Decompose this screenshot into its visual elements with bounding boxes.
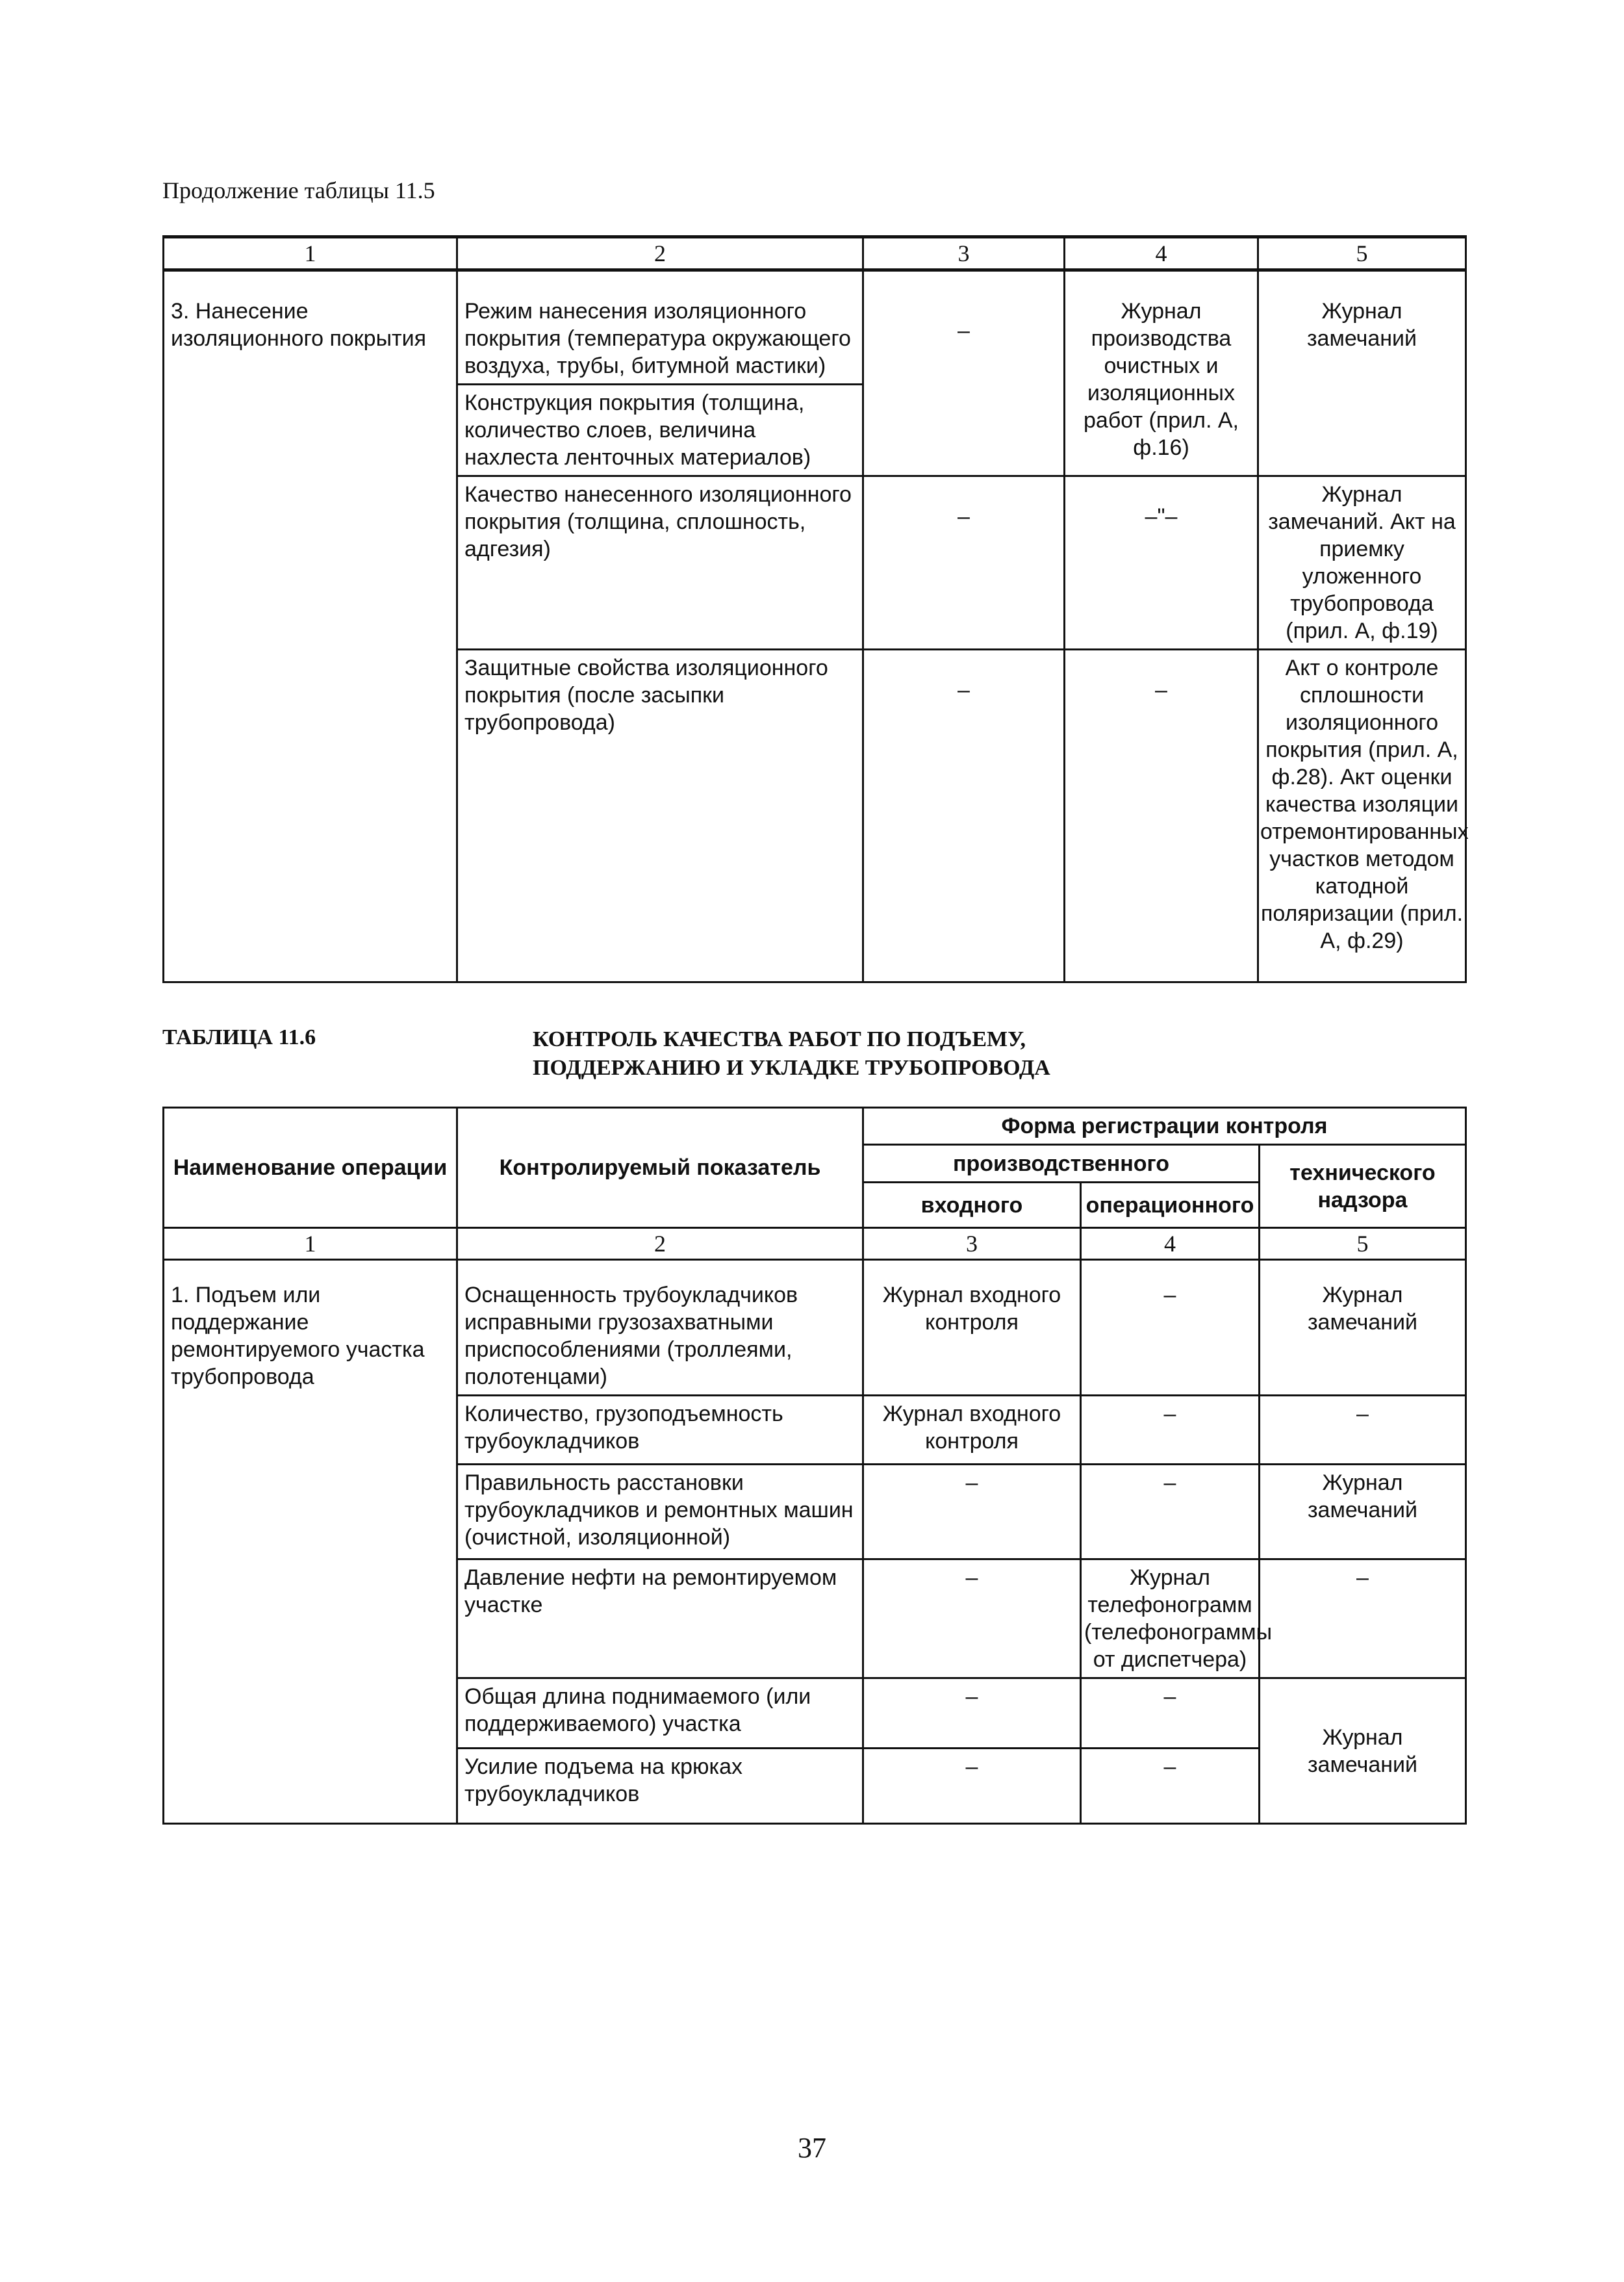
indicator-cell: Конструкция покрытия (толщина, количество слоев, величина нахлеста ленточных материалов)	[457, 385, 863, 476]
col4-cell: Журнал производства очистных и изоляционных работ (прил. А, ф.16)	[1065, 270, 1258, 476]
column-number: 4	[1065, 237, 1258, 270]
col3-cell: –	[863, 476, 1065, 650]
continuation-caption: Продолжение таблицы 11.5	[162, 177, 435, 203]
col4-cell: Журнал телефонограмм (телефонограммы от диспетчера)	[1081, 1559, 1260, 1678]
col5-cell: –	[1260, 1396, 1466, 1465]
table-title-line: ПОДДЕРЖАНИЮ И УКЛАДКЕ ТРУБОПРОВОДА	[533, 1056, 1050, 1080]
header-operational: операционного	[1081, 1183, 1260, 1228]
indicator-cell: Режим нанесения изоляционного покрытия (температура окружающего воздуха, трубы, битумной мастики)	[457, 270, 863, 385]
col5-cell: Журнал замечаний. Акт на приемку уложенного трубопровода (прил. А, ф.19)	[1258, 476, 1466, 650]
table-row	[164, 270, 1466, 385]
indicator-cell: Правильность расстановки трубоукладчиков и ремонтных машин (очистной, изоляционной)	[457, 1465, 863, 1559]
indicator-cell: Общая длина поднимаемого (или поддерживаемого) участка	[457, 1678, 863, 1749]
col3-cell: –	[863, 1559, 1081, 1678]
table-row	[164, 1260, 1466, 1396]
indicator-cell: Давление нефти на ремонтируемом участке	[457, 1559, 863, 1678]
table-label: ТАБЛИЦА 11.6	[162, 1025, 316, 1049]
indicator-cell: Оснащенность трубоукладчиков исправными грузозахватными приспособлениями (троллеями, полотенцами)	[457, 1260, 863, 1396]
col5-cell: Журнал замечаний	[1258, 270, 1466, 476]
col3-cell: Журнал входного контроля	[863, 1396, 1081, 1465]
column-number: 1	[164, 237, 457, 270]
table-11-6-column-numbers	[164, 1228, 1466, 1260]
header-production: производственного	[863, 1145, 1260, 1183]
operation-name: 3. Нанесение изоляционного покрытия	[164, 270, 457, 982]
col4-cell: –	[1081, 1678, 1260, 1749]
indicator-cell: Защитные свойства изоляционного покрытия (после засыпки трубопровода)	[457, 650, 863, 982]
indicator-cell: Усилие подъема на крюках трубоукладчиков	[457, 1749, 863, 1824]
table-11-5-continuation	[162, 235, 1467, 983]
col3-cell: –	[863, 650, 1065, 982]
header-input: входного	[863, 1183, 1081, 1228]
indicator-cell: Количество, грузоподъемность трубоукладчиков	[457, 1396, 863, 1465]
indicator-cell: Качество нанесенного изоляционного покрытия (толщина, сплошность, адгезия)	[457, 476, 863, 650]
col5-cell: Акт о контроле сплошности изоляционного покрытия (прил. А, ф.28). Акт оценки качества изоляции отремонтированных участков методом катодной поляризации (прил. А, ф.29)	[1258, 650, 1466, 982]
col3-cell: –	[863, 270, 1065, 476]
column-number: 5	[1258, 237, 1466, 270]
table-title-line: КОНТРОЛЬ КАЧЕСТВА РАБОТ ПО ПОДЪЕМУ,	[533, 1027, 1026, 1051]
table-11-6	[162, 1107, 1467, 1825]
col5-cell: Журнал замечаний	[1260, 1678, 1466, 1824]
col4-cell: –	[1081, 1396, 1260, 1465]
col4-cell: –	[1081, 1260, 1260, 1396]
column-number: 3	[863, 237, 1065, 270]
column-number: 5	[1260, 1228, 1466, 1260]
column-number: 3	[863, 1228, 1081, 1260]
table-11-5-column-numbers	[164, 237, 1466, 270]
col5-cell: –	[1260, 1559, 1466, 1678]
column-number: 1	[164, 1228, 457, 1260]
col4-cell: –	[1081, 1749, 1260, 1824]
header-indicator: Контролируемый показатель	[457, 1108, 863, 1228]
col4-cell: –"–	[1065, 476, 1258, 650]
header-operation: Наименование операции	[164, 1108, 457, 1228]
header-technical-supervision: технического надзора	[1260, 1145, 1466, 1228]
col3-cell: Журнал входного контроля	[863, 1260, 1081, 1396]
header-row	[164, 1108, 1466, 1145]
page-number: 37	[798, 2132, 826, 2164]
column-number: 2	[457, 1228, 863, 1260]
col3-cell: –	[863, 1749, 1081, 1824]
table-title	[533, 1025, 1050, 1083]
header-registration-form: Форма регистрации контроля	[863, 1108, 1466, 1145]
col5-cell: Журнал замечаний	[1260, 1260, 1466, 1396]
col4-cell: –	[1081, 1465, 1260, 1559]
column-number: 2	[457, 237, 863, 270]
operation-name: 1. Подъем или поддержание ремонтируемого участка трубопровода	[164, 1260, 457, 1824]
col5-cell: Журнал замечаний	[1260, 1465, 1466, 1559]
col3-cell: –	[863, 1678, 1081, 1749]
column-number: 4	[1081, 1228, 1260, 1260]
col3-cell: –	[863, 1465, 1081, 1559]
col4-cell: –	[1065, 650, 1258, 982]
